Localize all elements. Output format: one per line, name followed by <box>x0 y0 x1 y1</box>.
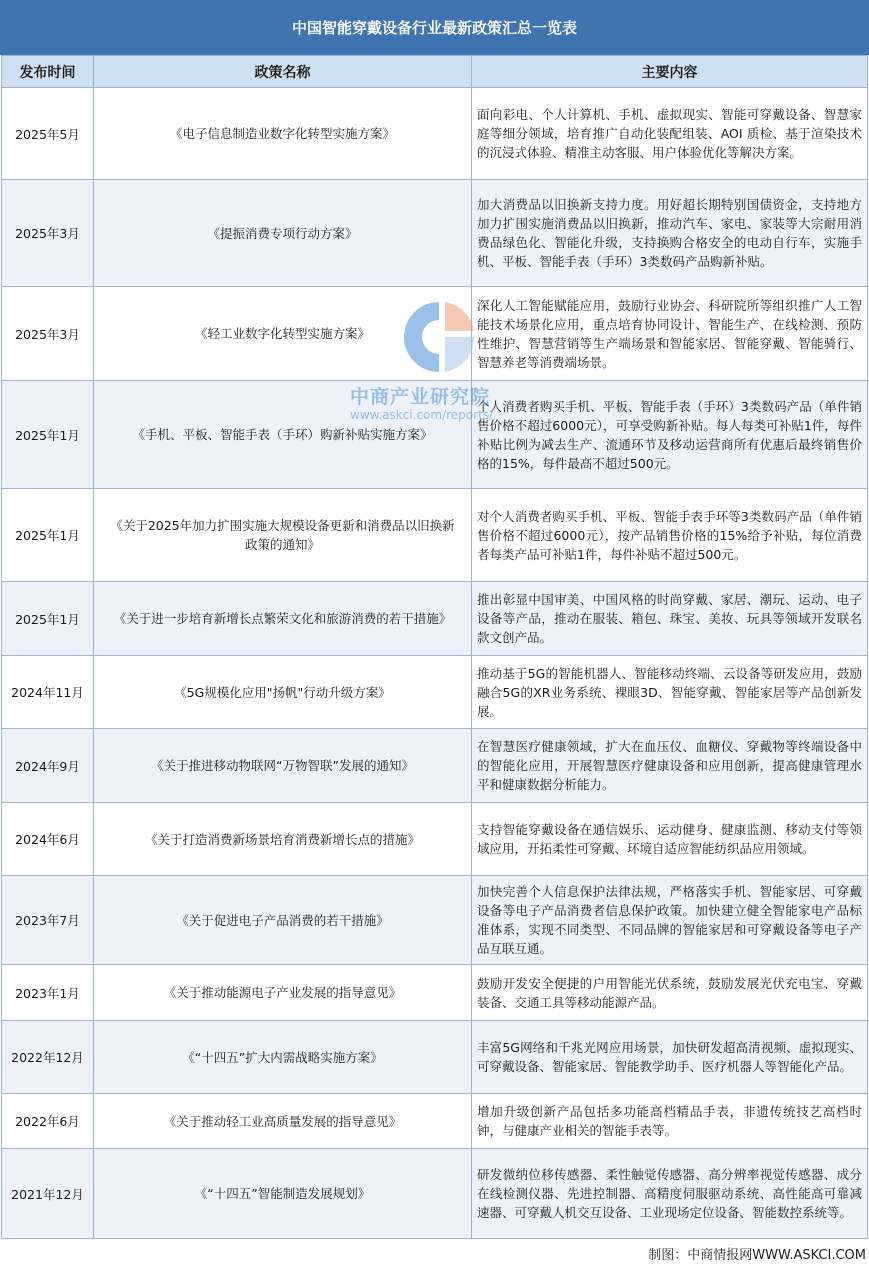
cell-date: 2024年11月 <box>2 656 94 729</box>
cell-policy-name: 《手机、平板、智能手表（手环）购新补贴实施方案》 <box>94 381 472 489</box>
source-footer: 制图：中商情报网WWW.ASKCI.COM <box>648 1247 866 1263</box>
table-row <box>2 965 868 1021</box>
cell-content: 研发微纳位移传感器、柔性触觉传感器、高分辨率视觉传感器、成分在线检测仪器、先进控制器、高精度伺服驱动系统、高性能高可靠减速器、可穿戴人机交互设备、工业现场定位设备、智能数控系统等。 <box>472 1149 868 1239</box>
cell-content: 深化人工智能赋能应用，鼓励行业协会、科研院所等组织推广人工智能技术场景化应用，重点培育协同设计、智能生产、在线检测、预防性维护、智慧营销等生产端场景和智能家居、智能穿戴、智能骑行、智慧养老等消费端场景。 <box>472 287 868 381</box>
cell-date: 2023年1月 <box>2 965 94 1021</box>
cell-content: 鼓励开发安全便捷的户用智能光伏系统，鼓励发展光伏充电宝、穿戴装备、交通工具等移动能源产品。 <box>472 965 868 1021</box>
cell-content: 加快完善个人信息保护法律法规，严格落实手机、智能家居、可穿戴设备等电子产品消费者信息保护政策。加快建立健全智能家电产品标准体系，实现不同类型、不同品牌的智能家居和可穿戴设备等电子产品互联互通。 <box>472 876 868 965</box>
cell-content: 加大消费品以旧换新支持力度。用好超长期特别国债资金，支持地方加力扩围实施消费品以旧换新，推动汽车、家电、家装等大宗耐用消费品绿色化、智能化升级，支持换购合格安全的电动自行车，实施手机、平板、智能手表（手环）3类数码产品购新补贴。 <box>472 180 868 287</box>
cell-content: 支持智能穿戴设备在通信娱乐、运动健身、健康监测、移动支付等领域应用，开拓柔性可穿戴、环境自适应智能纺织品应用领域。 <box>472 803 868 876</box>
cell-content: 增加升级创新产品包括多功能高档精品手表，非遗传统技艺高档时钟，与健康产业相关的智能手表等。 <box>472 1094 868 1149</box>
cell-policy-name: 《关于推进移动物联网“万物智联”发展的通知》 <box>94 729 472 803</box>
table-row <box>2 803 868 876</box>
cell-date: 2025年1月 <box>2 582 94 656</box>
cell-content: 面向彩电、个人计算机、手机、虚拟现实、智能可穿戴设备、智慧家庭等细分领域，培育推广自动化装配组装、AOI 质检、基于渲染技术的沉浸式体验、精准主动客服、用户体验优化等解决方案。 <box>472 88 868 180</box>
cell-policy-name: 《5G规模化应用"扬帆"行动升级方案》 <box>94 656 472 729</box>
cell-date: 2022年12月 <box>2 1021 94 1094</box>
cell-policy-name: 《关于推动轻工业高质量发展的指导意见》 <box>94 1094 472 1149</box>
table-row <box>2 287 868 381</box>
table-row <box>2 729 868 803</box>
cell-content: 丰富5G网络和千兆光网应用场景，加快研发超高清视频、虚拟现实、可穿戴设备、智能家居、智能教学助手、医疗机器人等智能化产品。 <box>472 1021 868 1094</box>
table-header-row <box>2 56 868 88</box>
cell-date: 2025年3月 <box>2 180 94 287</box>
cell-date: 2023年7月 <box>2 876 94 965</box>
cell-date: 2024年6月 <box>2 803 94 876</box>
cell-date: 2025年3月 <box>2 287 94 381</box>
table-row <box>2 88 868 180</box>
policy-table <box>1 55 868 1239</box>
table-row <box>2 381 868 489</box>
table-row <box>2 582 868 656</box>
cell-policy-name: 《关于2025年加力扩围实施大规模设备更新和消费品以旧换新政策的通知》 <box>94 489 472 582</box>
cell-policy-name: 《关于进一步培育新增长点繁荣文化和旅游消费的若干措施》 <box>94 582 472 656</box>
cell-date: 2025年1月 <box>2 381 94 489</box>
cell-date: 2024年9月 <box>2 729 94 803</box>
page-title: 中国智能穿戴设备行业最新政策汇总一览表 <box>0 0 869 55</box>
table-row <box>2 1094 868 1149</box>
cell-policy-name: 《“十四五”智能制造发展规划》 <box>94 1149 472 1239</box>
cell-date: 2025年1月 <box>2 489 94 582</box>
column-header-date: 发布时间 <box>2 56 94 88</box>
watermark-url: www.askci.com/reports/ <box>350 408 494 422</box>
cell-policy-name: 《关于打造消费新场景培育消费新增长点的措施》 <box>94 803 472 876</box>
table-row <box>2 876 868 965</box>
cell-content: 对个人消费者购买手机、平板、智能手表手环等3类数码产品（单件销售价格不超过6000元），按产品销售价格的15%给予补贴，每位消费者每类产品可补贴1件，每件补贴不超过500元。 <box>472 489 868 582</box>
cell-policy-name: 《关于推动能源电子产业发展的指导意见》 <box>94 965 472 1021</box>
cell-content: 在智慧医疗健康领域，扩大在血压仪、血糖仪、穿戴物等终端设备中的智能化应用，开展智慧医疗健康设备和应用创新，提高健康管理水平和健康数据分析能力。 <box>472 729 868 803</box>
table-row <box>2 489 868 582</box>
column-header-policy-name: 政策名称 <box>94 56 472 88</box>
cell-content: 个人消费者购买手机、平板、智能手表（手环）3类数码产品（单件销售价格不超过6000元），可享受购新补贴。每人每类可补贴1件，每件补贴比例为减去生产、流通环节及移动运营商所有优惠后最终销售价格的15%，每件最高不超过500元。 <box>472 381 868 489</box>
cell-content: 推出彰显中国审美、中国风格的时尚穿戴、家居、潮玩、运动、电子设备等产品，推动在服装、箱包、珠宝、美妆、玩具等领域开发联名款文创产品。 <box>472 582 868 656</box>
table-row <box>2 180 868 287</box>
cell-policy-name: 《轻工业数字化转型实施方案》 <box>94 287 472 381</box>
cell-date: 2021年12月 <box>2 1149 94 1239</box>
watermark-brand: 中商产业研究院 <box>350 386 491 408</box>
cell-date: 2025年5月 <box>2 88 94 180</box>
cell-policy-name: 《关于促进电子产品消费的若干措施》 <box>94 876 472 965</box>
column-header-content: 主要内容 <box>472 56 868 88</box>
cell-date: 2022年6月 <box>2 1094 94 1149</box>
table-row <box>2 1149 868 1239</box>
cell-policy-name: 《电子信息制造业数字化转型实施方案》 <box>94 88 472 180</box>
cell-policy-name: 《“十四五”扩大内需战略实施方案》 <box>94 1021 472 1094</box>
cell-content: 推动基于5G的智能机器人、智能移动终端、云设备等研发应用，鼓励融合5G的XR业务系统、裸眼3D、智能穿戴、智能家居等产品创新发展。 <box>472 656 868 729</box>
table-row <box>2 1021 868 1094</box>
cell-policy-name: 《提振消费专项行动方案》 <box>94 180 472 287</box>
table-row <box>2 656 868 729</box>
